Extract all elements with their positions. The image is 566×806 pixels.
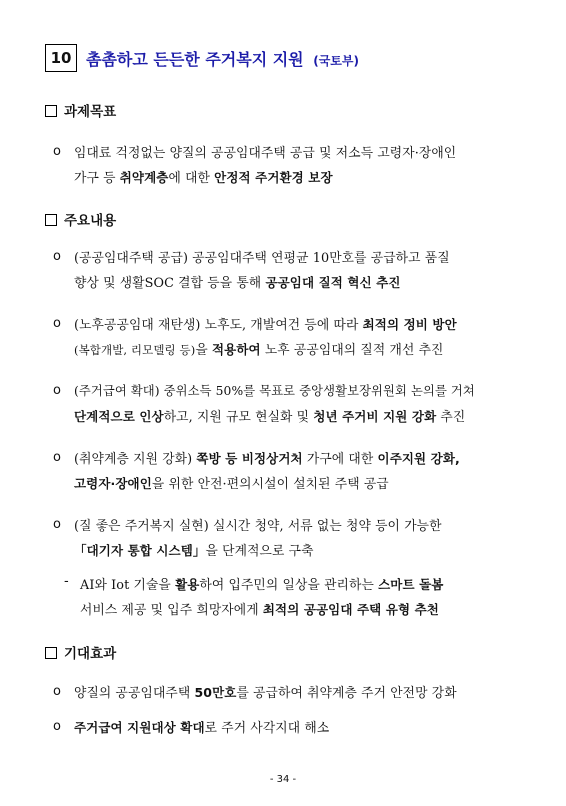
text: AI와 Iot 기술을 bbox=[80, 578, 176, 593]
bold-text: 50만호 bbox=[194, 685, 237, 700]
section-heading-content bbox=[45, 209, 116, 229]
bold-text: 최적의 공공임대 주택 유형 추천 bbox=[262, 602, 439, 617]
section-heading-goal bbox=[45, 100, 116, 120]
square-bullet-icon bbox=[45, 214, 57, 226]
content-item4-line1 bbox=[74, 448, 460, 467]
content-item1-line1: (공공임대주택 공급) 공공임대주택 연평균 10만호를 공급하고 품질 bbox=[74, 251, 450, 266]
content-item4-line2 bbox=[74, 473, 389, 492]
circle-bullet-icon: o bbox=[53, 316, 61, 331]
text: 향상 및 생활SOC 결합 등을 통해 bbox=[74, 276, 266, 291]
square-bullet-icon bbox=[45, 105, 57, 117]
bold-text: 「대기자 통합 시스템」 bbox=[74, 543, 206, 558]
square-bullet-icon bbox=[45, 647, 57, 659]
bold-text: 이주지원 강화, bbox=[377, 451, 460, 466]
content-item2-line1 bbox=[74, 314, 457, 333]
bold-text: 고령자·장애인 bbox=[74, 476, 152, 491]
bold-text: 취약계층 bbox=[119, 170, 169, 185]
text: (취약계층 지원 강화) bbox=[74, 452, 197, 467]
circle-bullet-icon: o bbox=[53, 383, 61, 398]
page-number: - 34 - bbox=[269, 774, 297, 785]
goal-line-1: 임대료 걱정없는 양질의 공공임대주택 공급 및 저소득 고령자·장애인 bbox=[74, 146, 457, 161]
circle-bullet-icon: o bbox=[53, 249, 61, 264]
section-heading-effect bbox=[45, 642, 116, 662]
page-title bbox=[86, 47, 359, 70]
text: 서비스 제공 및 입주 희망자에게 bbox=[80, 603, 263, 618]
content-item5-line2 bbox=[74, 540, 314, 559]
text: (노후공공임대 재탄생) 노후도, 개발여건 등에 따라 bbox=[74, 318, 363, 333]
bold-text: 주거급여 지원대상 확대 bbox=[74, 720, 205, 735]
circle-bullet-icon: o bbox=[53, 450, 61, 465]
text: 가구 등 bbox=[74, 171, 120, 186]
goal-line-2 bbox=[74, 167, 333, 186]
bold-text: 단계적으로 인상 bbox=[74, 409, 164, 424]
bold-text: 활용 bbox=[175, 577, 200, 592]
content-sub1-line1 bbox=[80, 574, 443, 593]
heading-text: 과제목표 bbox=[64, 104, 117, 120]
effect-item1-line1 bbox=[74, 682, 457, 701]
text: 로 주거 사각지대 해소 bbox=[204, 721, 330, 736]
content-item3-line1: (주거급여 확대) 중위소득 50%를 목표로 중앙생활보장위원회 논의를 거쳐 bbox=[74, 384, 475, 398]
circle-bullet-icon: o bbox=[53, 144, 61, 159]
circle-bullet-icon: o bbox=[53, 517, 61, 532]
bold-text: 쪽방 등 비정상거처 bbox=[196, 451, 303, 466]
bold-text: 적용하여 bbox=[211, 342, 261, 357]
text: 에 대한 bbox=[168, 171, 215, 186]
text: 추진 bbox=[436, 410, 466, 425]
content-item2-line2 bbox=[74, 339, 444, 358]
text: 을 단계적으로 구축 bbox=[205, 544, 314, 559]
text: 양질의 공공임대주택 bbox=[74, 686, 195, 701]
text: 하여 입주민의 일상을 관리하는 bbox=[199, 578, 379, 593]
section-number: 10 bbox=[50, 49, 72, 67]
bold-text: 안정적 주거환경 보장 bbox=[214, 170, 333, 185]
text: 을 bbox=[195, 343, 212, 358]
bold-text: 공공임대 질적 혁신 추진 bbox=[265, 275, 401, 290]
heading-text: 기대효과 bbox=[64, 646, 117, 662]
title-org: (국토부) bbox=[313, 54, 359, 68]
circle-bullet-icon: o bbox=[53, 684, 61, 699]
text: 노후 공공임대의 질적 개선 추진 bbox=[260, 343, 444, 358]
bold-text: 스마트 돌봄 bbox=[378, 577, 444, 592]
content-item3-line2 bbox=[74, 406, 465, 425]
text: 가구에 대한 bbox=[302, 452, 378, 467]
content-item1-line2 bbox=[74, 272, 401, 291]
heading-text: 주요내용 bbox=[64, 213, 117, 229]
effect-item2-line1 bbox=[74, 717, 329, 736]
text: 을 위한 안전·편의시설이 설치된 주택 공급 bbox=[151, 477, 389, 492]
bold-text: 청년 주거비 지원 강화 bbox=[313, 409, 437, 424]
circle-bullet-icon: o bbox=[53, 719, 61, 734]
section-number-box bbox=[45, 44, 77, 72]
text: 를 공급하여 취약계층 주거 안전망 강화 bbox=[236, 686, 457, 701]
content-item5-line1: (질 좋은 주거복지 실현) 실시간 청약, 서류 없는 청약 등이 가능한 bbox=[74, 519, 442, 534]
content-sub1-line2 bbox=[80, 599, 439, 618]
dash-bullet: - bbox=[64, 574, 69, 589]
text: 하고, 지원 규모 현실화 및 bbox=[163, 410, 314, 425]
small-text: (복합개발, 리모델링 등) bbox=[74, 343, 196, 357]
bold-text: 최적의 정비 방안 bbox=[362, 317, 457, 332]
title-text: 촘촘하고 든든한 주거복지 지원 bbox=[86, 50, 304, 69]
